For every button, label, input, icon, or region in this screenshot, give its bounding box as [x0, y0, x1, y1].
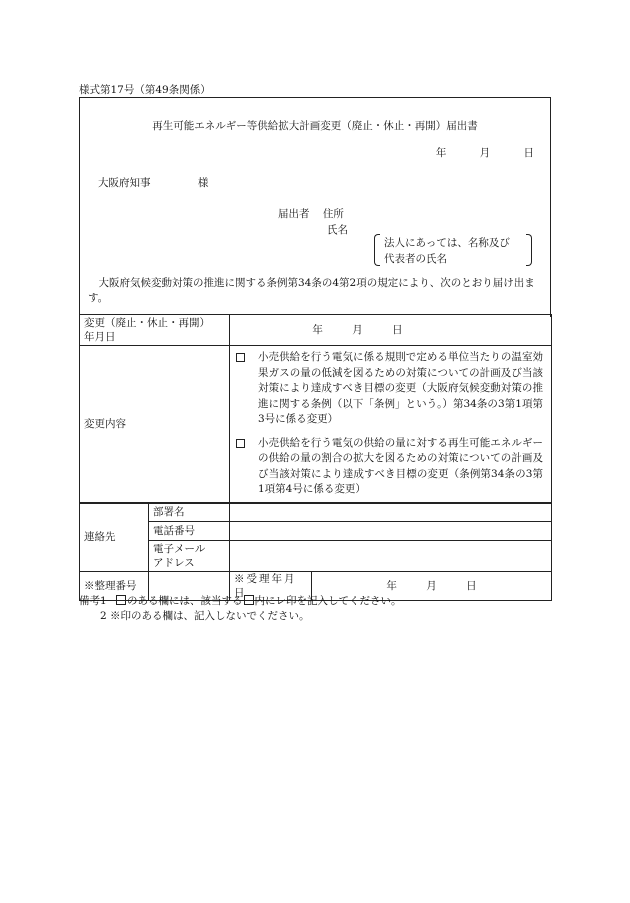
- form-number: 様式第17号（第49条関係）: [79, 84, 211, 96]
- remark-1: 備考1 のある欄には、該当する 内にレ印を記入してください。: [79, 595, 402, 607]
- checkbox-symbol: [244, 595, 254, 605]
- submission-date: [436, 145, 534, 160]
- change-year: 年: [312, 324, 323, 336]
- change-option-checkbox-1[interactable]: [236, 353, 245, 362]
- change-option-text-2: 小売供給を行う電気の供給の量に対する再生可能エネルギーの供給の量の割合の拡大を図るための対策についての計画及び当該対策により達成すべき目標の変更（条例第34条の3第1項第4号に係る変更）: [258, 436, 543, 495]
- addressee-name: 大阪府知事: [98, 177, 151, 189]
- addressee-honorific: 様: [197, 177, 209, 189]
- change-option-checkbox-2[interactable]: [236, 439, 245, 448]
- corporate-note: [374, 234, 532, 266]
- contact-label: 連絡先: [80, 503, 149, 572]
- header-frame: [79, 97, 551, 317]
- change-date-label: 変更（廃止・休止・再開） 年月日: [80, 315, 230, 346]
- change-option-2: [236, 436, 543, 498]
- corporate-note-line2: 代表者の氏名: [384, 253, 447, 265]
- department-label: 部署名: [149, 503, 230, 522]
- received-month: 月: [426, 580, 437, 592]
- received-day: 日: [466, 580, 477, 592]
- change-option-text-1: 小売供給を行う電気に係る規則で定める単位当たりの温室効果ガスの量の低減を図るための対策についての計画及び当該対策により達成すべき目標の変更（大阪府気候変動対策の推進に関する条例（以下「条例」という。）第34条の3第1項第3号に係る変更）: [258, 351, 543, 425]
- remark-2: 2 ※印のある欄は、記入しないでください。: [100, 609, 310, 622]
- remarks: [79, 594, 402, 623]
- right-bracket: [526, 234, 532, 266]
- year-label: 年: [435, 147, 447, 159]
- ref-number-label: ※整理番号: [80, 572, 149, 601]
- change-day: 日: [392, 324, 403, 336]
- month-label: 月: [479, 147, 491, 159]
- addressee: [98, 175, 208, 190]
- change-month: 月: [352, 324, 363, 336]
- department-field[interactable]: [230, 503, 552, 522]
- form-table: [79, 314, 552, 601]
- change-date-field[interactable]: [230, 315, 552, 346]
- email-field[interactable]: [230, 541, 552, 572]
- address-label: 住所: [322, 208, 344, 220]
- change-content-options: [230, 346, 552, 503]
- notifier-label: 届出者: [278, 208, 310, 220]
- phone-label: 電話番号: [149, 522, 230, 541]
- notifier-address-row: [278, 206, 344, 221]
- name-label: 氏名: [327, 224, 348, 236]
- received-date-label: ※受理年月日: [230, 572, 312, 601]
- left-bracket: [374, 234, 380, 266]
- email-label: 電子メール アドレス: [149, 541, 230, 572]
- phone-field[interactable]: [230, 522, 552, 541]
- received-year: 年: [386, 580, 397, 592]
- form-title: 再生可能エネルギー等供給拡大計画変更（廃止・休止・再開）届出書: [152, 120, 478, 132]
- corporate-note-line1: 法人にあっては、名称及び: [384, 237, 510, 249]
- day-label: 日: [523, 147, 534, 159]
- checkbox-symbol: [116, 595, 126, 605]
- change-option-1: [236, 350, 543, 428]
- change-content-label: 変更内容: [80, 346, 230, 503]
- intro-text: 大阪府気候変動対策の推進に関する条例第34条の4第2項の規定により、次のとおり届け出ます。: [88, 277, 535, 304]
